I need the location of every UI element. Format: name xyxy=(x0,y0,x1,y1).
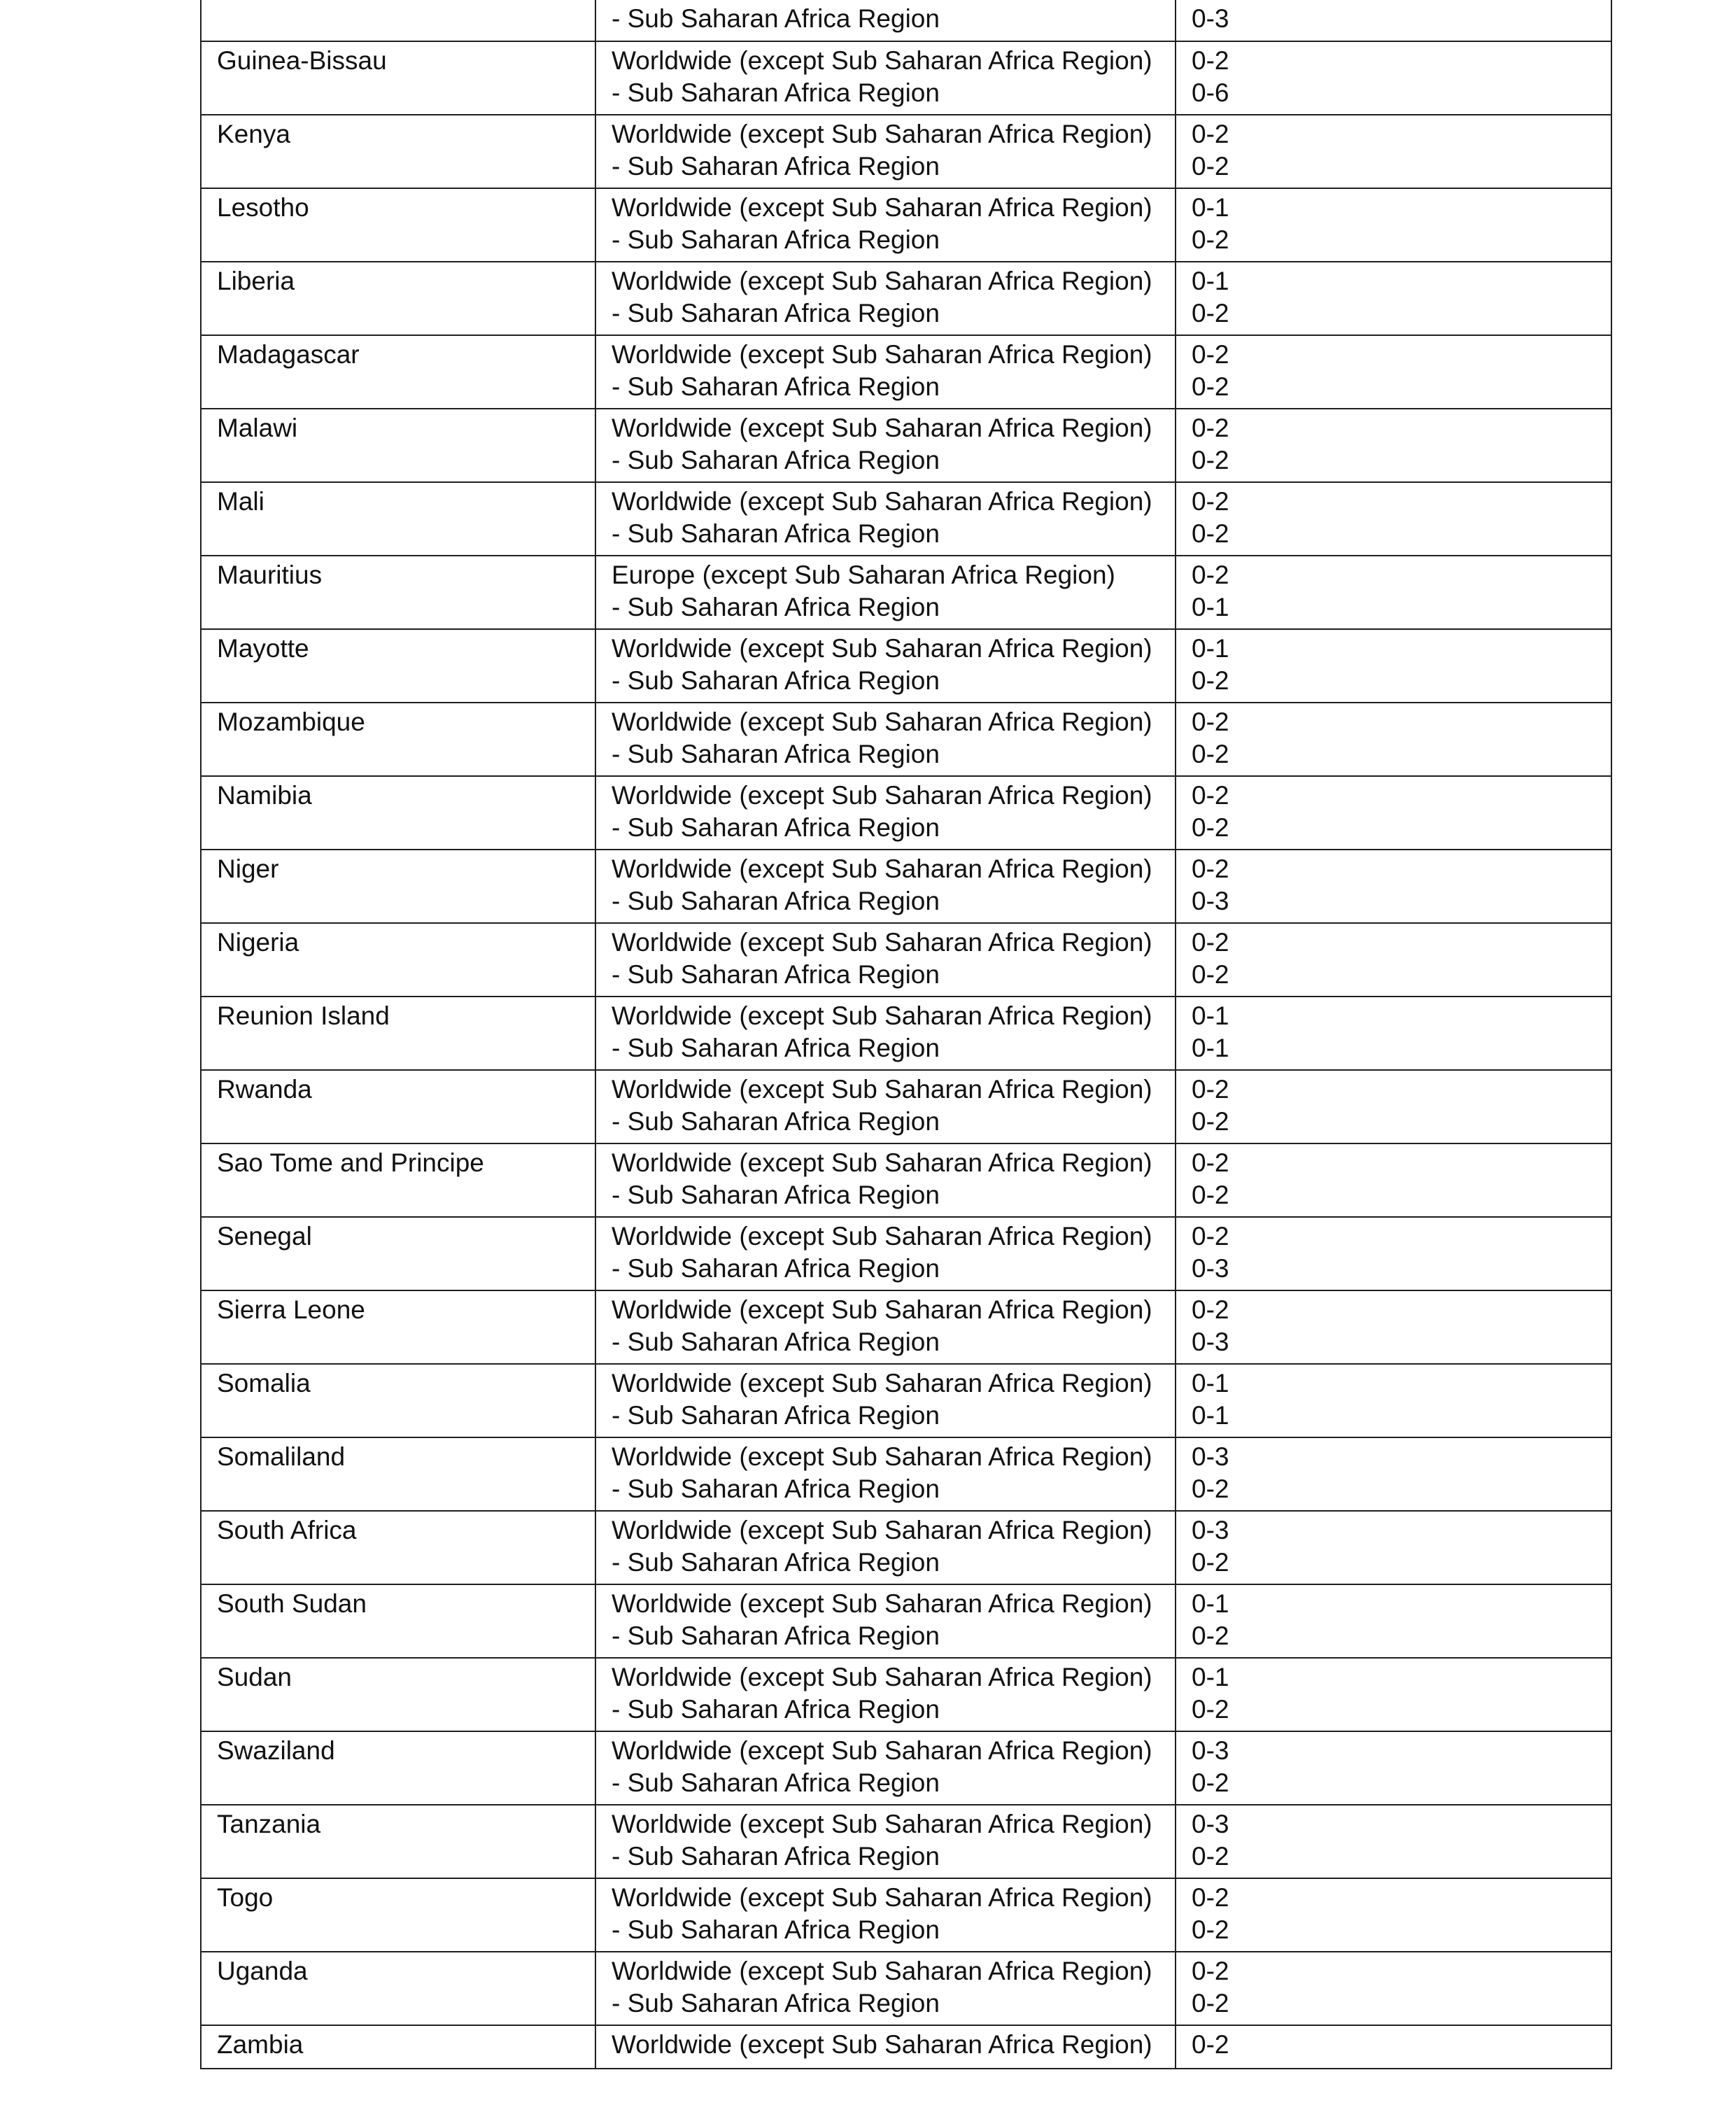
table-row xyxy=(201,409,1611,482)
value-line: 0-2 xyxy=(1192,340,1229,369)
value-cell xyxy=(1176,776,1611,850)
region-cell xyxy=(595,850,1176,923)
value-line: 0-2 xyxy=(1192,1181,1229,1209)
country-cell: South Sudan xyxy=(201,1584,595,1658)
region-line: Worldwide (except Sub Saharan Africa Region) xyxy=(612,1295,1152,1324)
table-row xyxy=(201,482,1611,556)
value-line: 0-2 xyxy=(1192,1148,1229,1177)
region-line: - Sub Saharan Africa Region xyxy=(612,960,940,989)
value-line: 0-1 xyxy=(1192,1369,1229,1398)
country-cell: Niger xyxy=(201,850,595,923)
value-line: 0-2 xyxy=(1192,707,1229,736)
region-line: Worldwide (except Sub Saharan Africa Region) xyxy=(612,854,1152,883)
region-cell xyxy=(595,482,1176,556)
value-line: 0-1 xyxy=(1192,1001,1229,1030)
value-line: 0-1 xyxy=(1192,634,1229,663)
region-line: Worldwide (except Sub Saharan Africa Region) xyxy=(612,267,1152,295)
region-cell xyxy=(595,1584,1176,1658)
country-cell: Rwanda xyxy=(201,1070,595,1143)
region-cell xyxy=(595,1805,1176,1878)
value-cell xyxy=(1176,1658,1611,1731)
value-line: 0-6 xyxy=(1192,78,1229,107)
country-cell: Senegal xyxy=(201,1217,595,1290)
value-cell xyxy=(1176,262,1611,335)
region-line: - Sub Saharan Africa Region xyxy=(612,593,940,621)
region-line: Worldwide (except Sub Saharan Africa Region) xyxy=(612,46,1152,75)
value-cell xyxy=(1176,335,1611,409)
table-row xyxy=(201,2025,1611,2069)
region-line: Worldwide (except Sub Saharan Africa Region) xyxy=(612,634,1152,663)
region-cell xyxy=(595,1217,1176,1290)
region-cell: - Sub Saharan Africa Region xyxy=(595,0,1176,41)
region-line: Worldwide (except Sub Saharan Africa Region) xyxy=(612,1883,1152,1912)
region-line: Worldwide (except Sub Saharan Africa Region) xyxy=(612,1222,1152,1251)
country-cell: Zambia xyxy=(201,2025,595,2069)
region-line: - Sub Saharan Africa Region xyxy=(612,1915,940,1944)
country-cell: Mayotte xyxy=(201,629,595,703)
table-row xyxy=(201,1658,1611,1731)
country-cell: Madagascar xyxy=(201,335,595,409)
value-line: 0-2 xyxy=(1192,1474,1229,1503)
table-row xyxy=(201,1878,1611,1952)
table-row xyxy=(201,115,1611,188)
region-line: Worldwide (except Sub Saharan Africa Region) xyxy=(612,1663,1152,1691)
region-line: Worldwide (except Sub Saharan Africa Region) xyxy=(612,1075,1152,1104)
country-cell: Somaliland xyxy=(201,1437,595,1511)
table-row xyxy=(201,1143,1611,1217)
country-cell: Reunion Island xyxy=(201,997,595,1070)
table-row xyxy=(201,1952,1611,2025)
region-cell xyxy=(595,41,1176,115)
region-line: - Sub Saharan Africa Region xyxy=(612,225,940,254)
region-line: Worldwide (except Sub Saharan Africa Region) xyxy=(612,1516,1152,1544)
country-cell: Sudan xyxy=(201,1658,595,1731)
value-line: 0-1 xyxy=(1192,193,1229,222)
value-line: 0-2 xyxy=(1192,446,1229,474)
table-row xyxy=(201,1437,1611,1511)
region-line: - Sub Saharan Africa Region xyxy=(612,1768,940,1797)
value-line: 0-2 xyxy=(1192,813,1229,842)
value-line: 0-1 xyxy=(1192,1034,1229,1062)
value-line: 0-2 xyxy=(1192,1107,1229,1136)
value-line: 0-2 xyxy=(1192,1621,1229,1650)
value-line: 0-2 xyxy=(1192,740,1229,768)
region-cell xyxy=(595,1364,1176,1437)
table-row xyxy=(201,0,1611,41)
region-line: - Sub Saharan Africa Region xyxy=(612,1254,940,1283)
value-cell xyxy=(1176,556,1611,629)
region-line: - Sub Saharan Africa Region xyxy=(612,299,940,328)
table-row xyxy=(201,335,1611,409)
value-cell xyxy=(1176,1731,1611,1805)
region-cell xyxy=(595,556,1176,629)
country-region-table xyxy=(200,0,1612,2069)
table-row xyxy=(201,1584,1611,1658)
region-line: Worldwide (except Sub Saharan Africa Region) xyxy=(612,340,1152,369)
region-line: - Sub Saharan Africa Region xyxy=(612,1328,940,1356)
value-line: 0-2 xyxy=(1192,1883,1229,1912)
country-cell: Lesotho xyxy=(201,188,595,262)
region-cell xyxy=(595,776,1176,850)
value-cell xyxy=(1176,850,1611,923)
region-cell xyxy=(595,1290,1176,1364)
value-line: 0-2 xyxy=(1192,1768,1229,1797)
value-line: 0-2 xyxy=(1192,781,1229,810)
region-line: - Sub Saharan Africa Region xyxy=(612,446,940,474)
value-cell xyxy=(1176,41,1611,115)
country-cell: Mozambique xyxy=(201,703,595,776)
country-cell: Guinea-Bissau xyxy=(201,41,595,115)
value-line: 0-1 xyxy=(1192,1663,1229,1691)
region-cell xyxy=(595,1658,1176,1731)
table-row xyxy=(201,1731,1611,1805)
value-line: 0-3 xyxy=(1192,887,1229,915)
region-line: Worldwide (except Sub Saharan Africa Region) xyxy=(612,1442,1152,1471)
table-row xyxy=(201,1217,1611,1290)
table-row xyxy=(201,1511,1611,1584)
country-cell: Togo xyxy=(201,1878,595,1952)
region-line: Worldwide (except Sub Saharan Africa Region) xyxy=(612,707,1152,736)
region-line: - Sub Saharan Africa Region xyxy=(612,740,940,768)
value-line: 0-1 xyxy=(1192,1401,1229,1430)
country-cell: Sao Tome and Principe xyxy=(201,1143,595,1217)
country-cell: Namibia xyxy=(201,776,595,850)
value-cell xyxy=(1176,1437,1611,1511)
country-cell: Tanzania xyxy=(201,1805,595,1878)
region-cell xyxy=(595,1070,1176,1143)
region-cell xyxy=(595,1952,1176,2025)
region-line: - Sub Saharan Africa Region xyxy=(612,519,940,548)
value-cell xyxy=(1176,1364,1611,1437)
value-line: 0-2 xyxy=(1192,46,1229,75)
value-line: 0-2 xyxy=(1192,854,1229,883)
value-line: 0-3 xyxy=(1192,1442,1229,1471)
region-cell xyxy=(595,997,1176,1070)
region-line: Worldwide (except Sub Saharan Africa Region) xyxy=(612,781,1152,810)
table-row xyxy=(201,997,1611,1070)
value-cell xyxy=(1176,409,1611,482)
region-line: Worldwide (except Sub Saharan Africa Region) xyxy=(612,1957,1152,1985)
value-line: 0-2 xyxy=(1192,1222,1229,1251)
region-line: Worldwide (except Sub Saharan Africa Region) xyxy=(612,414,1152,442)
region-cell xyxy=(595,335,1176,409)
value-line: 0-2 xyxy=(1192,1548,1229,1577)
region-cell xyxy=(595,923,1176,997)
value-cell xyxy=(1176,629,1611,703)
value-cell xyxy=(1176,703,1611,776)
value-cell xyxy=(1176,115,1611,188)
table-row xyxy=(201,850,1611,923)
region-line: Worldwide (except Sub Saharan Africa Region) xyxy=(612,1810,1152,1838)
table-row xyxy=(201,923,1611,997)
value-line: 0-2 xyxy=(1192,960,1229,989)
region-line: Worldwide (except Sub Saharan Africa Region) xyxy=(612,1148,1152,1177)
value-cell xyxy=(1176,1584,1611,1658)
value-line: 0-1 xyxy=(1192,267,1229,295)
value-line: 0-2 xyxy=(1192,1915,1229,1944)
value-cell xyxy=(1176,1290,1611,1364)
table-row xyxy=(201,41,1611,115)
value-line: 0-2 xyxy=(1192,225,1229,254)
region-cell xyxy=(595,188,1176,262)
value-cell xyxy=(1176,1070,1611,1143)
region-line: - Sub Saharan Africa Region xyxy=(612,152,940,181)
table-row xyxy=(201,629,1611,703)
value-line: 0-3 xyxy=(1192,1254,1229,1283)
region-line: - Sub Saharan Africa Region xyxy=(612,1548,940,1577)
country-cell: Mauritius xyxy=(201,556,595,629)
region-line: - Sub Saharan Africa Region xyxy=(612,1695,940,1724)
region-line: Worldwide (except Sub Saharan Africa Region) xyxy=(612,928,1152,957)
value-line: 0-2 xyxy=(1192,1842,1229,1871)
region-cell xyxy=(595,409,1176,482)
value-line: 0-1 xyxy=(1192,593,1229,621)
region-line: - Sub Saharan Africa Region xyxy=(612,666,940,695)
value-line: 0-1 xyxy=(1192,1589,1229,1618)
value-cell xyxy=(1176,1805,1611,1878)
value-line: 0-3 xyxy=(1192,1736,1229,1765)
region-line: - Sub Saharan Africa Region xyxy=(612,1181,940,1209)
region-line: Europe (except Sub Saharan Africa Region) xyxy=(612,561,1115,589)
value-cell xyxy=(1176,1511,1611,1584)
value-cell xyxy=(1176,923,1611,997)
country-cell xyxy=(201,0,595,41)
region-line: - Sub Saharan Africa Region xyxy=(612,1034,940,1062)
region-cell: Worldwide (except Sub Saharan Africa Region) xyxy=(595,2025,1176,2069)
value-line: 0-2 xyxy=(1192,299,1229,328)
value-line: 0-2 xyxy=(1192,1957,1229,1985)
value-line: 0-2 xyxy=(1192,561,1229,589)
value-cell xyxy=(1176,482,1611,556)
region-line: Worldwide (except Sub Saharan Africa Region) xyxy=(612,1589,1152,1618)
value-line: 0-2 xyxy=(1192,414,1229,442)
table-row xyxy=(201,776,1611,850)
region-line: - Sub Saharan Africa Region xyxy=(612,813,940,842)
value-line: 0-2 xyxy=(1192,1695,1229,1724)
region-cell xyxy=(595,1511,1176,1584)
region-cell xyxy=(595,1878,1176,1952)
region-cell xyxy=(595,703,1176,776)
table-row xyxy=(201,1805,1611,1878)
region-line: Worldwide (except Sub Saharan Africa Region) xyxy=(612,1369,1152,1398)
region-line: - Sub Saharan Africa Region xyxy=(612,78,940,107)
value-cell: 0-2 xyxy=(1176,2025,1611,2069)
value-line: 0-2 xyxy=(1192,487,1229,516)
country-cell: Somalia xyxy=(201,1364,595,1437)
country-cell: Mali xyxy=(201,482,595,556)
country-cell: Uganda xyxy=(201,1952,595,2025)
table-row xyxy=(201,1290,1611,1364)
region-line: - Sub Saharan Africa Region xyxy=(612,1989,940,2018)
region-line: - Sub Saharan Africa Region xyxy=(612,1401,940,1430)
value-line: 0-2 xyxy=(1192,120,1229,148)
region-line: Worldwide (except Sub Saharan Africa Region) xyxy=(612,1001,1152,1030)
value-line: 0-3 xyxy=(1192,1516,1229,1544)
table-body xyxy=(201,0,1611,2069)
value-cell xyxy=(1176,1143,1611,1217)
value-line: 0-2 xyxy=(1192,152,1229,181)
region-line: - Sub Saharan Africa Region xyxy=(612,1107,940,1136)
region-line: - Sub Saharan Africa Region xyxy=(612,372,940,401)
region-line: Worldwide (except Sub Saharan Africa Region) xyxy=(612,120,1152,148)
table-row xyxy=(201,556,1611,629)
value-line: 0-2 xyxy=(1192,666,1229,695)
region-cell xyxy=(595,629,1176,703)
region-cell xyxy=(595,262,1176,335)
value-line: 0-2 xyxy=(1192,372,1229,401)
table-row xyxy=(201,1364,1611,1437)
value-line: 0-3 xyxy=(1192,1328,1229,1356)
value-cell xyxy=(1176,1952,1611,2025)
value-cell: 0-3 xyxy=(1176,0,1611,41)
country-cell: Malawi xyxy=(201,409,595,482)
country-cell: South Africa xyxy=(201,1511,595,1584)
country-cell: Liberia xyxy=(201,262,595,335)
table-row xyxy=(201,703,1611,776)
region-cell xyxy=(595,115,1176,188)
region-cell xyxy=(595,1437,1176,1511)
table-row xyxy=(201,188,1611,262)
value-line: 0-2 xyxy=(1192,1989,1229,2018)
country-cell: Nigeria xyxy=(201,923,595,997)
value-line: 0-3 xyxy=(1192,1810,1229,1838)
value-cell xyxy=(1176,188,1611,262)
value-cell xyxy=(1176,1878,1611,1952)
value-line: 0-2 xyxy=(1192,928,1229,957)
region-line: Worldwide (except Sub Saharan Africa Region) xyxy=(612,487,1152,516)
value-cell xyxy=(1176,1217,1611,1290)
region-line: - Sub Saharan Africa Region xyxy=(612,1621,940,1650)
value-line: 0-2 xyxy=(1192,1075,1229,1104)
table-row xyxy=(201,262,1611,335)
region-line: - Sub Saharan Africa Region xyxy=(612,887,940,915)
country-cell: Sierra Leone xyxy=(201,1290,595,1364)
value-cell xyxy=(1176,997,1611,1070)
country-cell: Swaziland xyxy=(201,1731,595,1805)
region-cell xyxy=(595,1731,1176,1805)
region-line: - Sub Saharan Africa Region xyxy=(612,1842,940,1871)
region-line: Worldwide (except Sub Saharan Africa Region) xyxy=(612,193,1152,222)
table-row xyxy=(201,1070,1611,1143)
region-line: - Sub Saharan Africa Region xyxy=(612,1474,940,1503)
value-line: 0-2 xyxy=(1192,519,1229,548)
value-line: 0-2 xyxy=(1192,1295,1229,1324)
country-cell: Kenya xyxy=(201,115,595,188)
region-line: Worldwide (except Sub Saharan Africa Region) xyxy=(612,1736,1152,1765)
region-cell xyxy=(595,1143,1176,1217)
